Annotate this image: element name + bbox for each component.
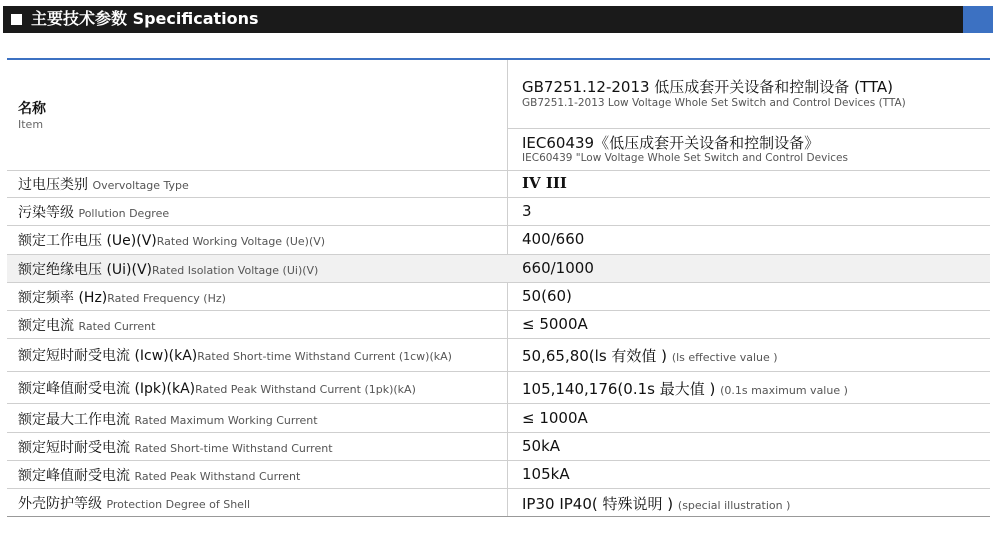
row-value: ≤ 1000A xyxy=(522,409,588,427)
row-rule xyxy=(7,282,990,283)
row-label-cn: 额定工作电压 (Ue)(V)Rated Working Voltage (Ue)(V) xyxy=(18,233,326,249)
row-label-cn: 过电压类别 Overvoltage Type xyxy=(18,177,189,193)
row-value: IV III xyxy=(522,174,567,192)
row-rule xyxy=(7,310,990,311)
row-value: 105kA xyxy=(522,465,570,483)
row-label-cn: 额定短时耐受电流 (Icw)(kA)Rated Short-time Withstand Current (1cw)(kA) xyxy=(18,348,452,364)
row-label-cn: 污染等级 Pollution Degree xyxy=(18,205,170,221)
row-value: IP30 IP40( 特殊说明 ) (special illustration ) xyxy=(522,495,791,513)
row-value: ≤ 5000A xyxy=(522,315,588,333)
section-banner xyxy=(3,6,993,33)
row-rule xyxy=(7,432,990,433)
row-label-cn: 额定电流 Rated Current xyxy=(18,318,156,334)
table-bottom-rule xyxy=(7,516,990,517)
row-value: 105,140,176(0.1s 最大值 ) (0.1s maximum value ) xyxy=(522,380,848,398)
row-rule xyxy=(7,488,990,489)
standard-2-en: IEC60439 "Low Voltage Whole Set Switch and Control Devices xyxy=(522,152,848,164)
row-rule xyxy=(7,197,990,198)
standards-divider xyxy=(508,128,990,129)
row-value: 660/1000 xyxy=(522,259,594,277)
section-title: 主要技术参数 Specifications xyxy=(31,9,259,28)
row-rule xyxy=(7,460,990,461)
standard-1-cn: GB7251.12-2013 低压成套开关设备和控制设备 (TTA) xyxy=(522,78,893,96)
standard-1-en: GB7251.1-2013 Low Voltage Whole Set Switch and Control Devices (TTA) xyxy=(522,97,906,109)
row-label-cn: 额定短时耐受电流 Rated Short-time Withstand Current xyxy=(18,440,333,456)
item-header-cn: 名称 xyxy=(18,101,46,117)
row-rule xyxy=(7,225,990,226)
column-divider xyxy=(507,60,508,516)
row-value: 50(60) xyxy=(522,287,572,305)
row-value: 50,65,80(ls 有效值 ) (ls effective value ) xyxy=(522,347,778,365)
item-header-en: Item xyxy=(18,118,44,131)
banner-accent-block xyxy=(963,6,993,33)
table-top-rule xyxy=(7,58,990,60)
row-label-cn: 额定频率 (Hz)Rated Frequency (Hz) xyxy=(18,290,226,306)
standard-2-cn: IEC60439《低压成套开关设备和控制设备》 xyxy=(522,134,820,152)
row-label-cn: 额定最大工作电流 Rated Maximum Working Current xyxy=(18,412,318,428)
row-rule xyxy=(7,338,990,339)
row-value: 400/660 xyxy=(522,230,585,248)
row-label-cn: 额定峰值耐受电流 (Ipk)(kA)Rated Peak Withstand Current (1pk)(kA) xyxy=(18,381,416,397)
row-rule xyxy=(7,170,990,171)
square-bullet-icon xyxy=(11,14,22,25)
row-label-cn: 额定峰值耐受电流 Rated Peak Withstand Current xyxy=(18,468,301,484)
row-label-cn: 外壳防护等级 Protection Degree of Shell xyxy=(18,496,251,512)
row-rule xyxy=(7,371,990,372)
row-value: 3 xyxy=(522,202,532,220)
row-label-cn: 额定绝缘电压 (Ui)(V)Rated Isolation Voltage (Ui)(V) xyxy=(18,262,319,278)
row-value: 50kA xyxy=(522,437,561,455)
row-rule xyxy=(7,403,990,404)
